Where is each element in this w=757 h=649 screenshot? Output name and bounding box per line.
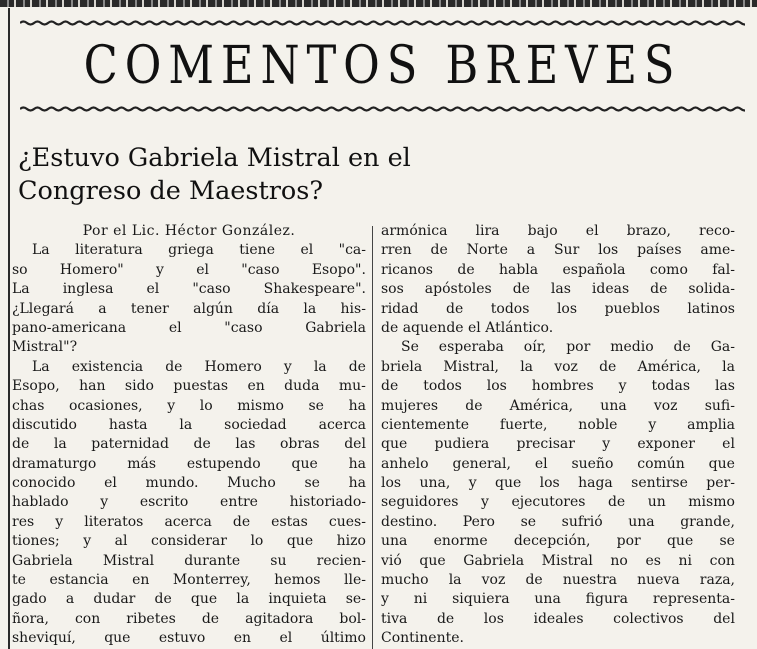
text-line: ricanos de habla española como fal- xyxy=(381,261,735,278)
text-line: sos apóstoles de las ideas de solida- xyxy=(381,281,735,298)
text-line: ñora, con ribetes de agitadora bol- xyxy=(12,610,366,627)
text-line: Gabriela Mistral durante su recien- xyxy=(12,552,366,569)
text-line: ¿Llegará a tener algún día la his- xyxy=(12,300,366,317)
article-headline xyxy=(18,142,538,208)
text-line: Mistral"? xyxy=(12,339,78,356)
text-line: destino. Pero se sufrió una grande, xyxy=(381,513,735,530)
column-divider xyxy=(372,226,373,649)
text-line: tiones; y al considerar lo que hizo xyxy=(12,533,366,550)
text-line: dramaturgo más estupendo que ha xyxy=(12,455,366,472)
text-line: pano-americana el "caso Gabriela xyxy=(12,319,366,336)
headline-line-2: Congreso de Maestros? xyxy=(18,176,323,206)
text-line: una enorme decepción, por que se xyxy=(381,533,735,550)
masthead-box xyxy=(20,17,745,113)
text-line: La inglesa el "caso Shakespeare". xyxy=(12,281,366,298)
text-line: anhelo general, el sueño común que xyxy=(381,455,735,472)
top-rule xyxy=(0,0,757,7)
text-line: vió que Gabriela Mistral no es ni con xyxy=(381,552,735,569)
text-line: de aquende el Atlántico. xyxy=(381,319,554,336)
byline: Por el Lic. Héctor González. xyxy=(82,223,296,239)
column-left xyxy=(12,222,366,649)
headline-line-1: ¿Estuvo Gabriela Mistral en el xyxy=(18,143,411,173)
text-line: discutido hasta la sociedad acerca xyxy=(12,416,366,433)
text-line: seguidores y ejecutores de un mismo xyxy=(381,494,735,511)
text-line: los una, y que los haga sentirse per- xyxy=(381,475,735,492)
text-line: gado a dudar de que la inquieta se- xyxy=(12,591,366,608)
text-line: Esopo, han sido puestas en duda mu- xyxy=(12,378,366,395)
text-line: cientemente fuerte, noble y amplia xyxy=(381,416,735,433)
masthead-title: COMENTOS BREVES xyxy=(83,36,682,96)
text-line: ridad de todos los pueblos latinos xyxy=(381,300,735,317)
column-right-body xyxy=(381,222,735,649)
text-line: Se esperaba oír, por medio de Ga- xyxy=(401,339,735,356)
masthead-bottom-wavy-rule xyxy=(20,103,745,115)
text-line: sheviquí, que estuvo en el último xyxy=(12,630,366,647)
text-line: conocido el mundo. Mucho se ha xyxy=(12,475,366,492)
text-line: rren de Norte a Sur los países ame- xyxy=(381,242,735,259)
text-line: mujeres de América, una voz sufi- xyxy=(381,397,735,414)
text-line: te estancia en Monterrey, hemos lle- xyxy=(12,572,366,589)
left-column-rule xyxy=(8,8,10,649)
text-line: de todos los hombres y todas las xyxy=(381,378,735,395)
text-line: y ni siquiera una figura representa- xyxy=(381,591,735,608)
text-line: La existencia de Homero y la de xyxy=(32,358,366,375)
text-line: de la paternidad de las obras del xyxy=(12,436,366,453)
text-line: mucho la voz de nuestra nueva raza, xyxy=(381,572,735,589)
text-line: La literatura griega tiene el "ca- xyxy=(32,242,366,259)
text-line: briela Mistral, la voz de América, la xyxy=(381,358,735,375)
text-line: Continente. xyxy=(381,630,464,647)
column-right xyxy=(381,222,735,649)
text-line: chas ocasiones, y lo mismo se ha xyxy=(12,397,366,414)
text-line: armónica lira bajo el brazo, reco- xyxy=(381,223,735,239)
text-line: que pudiera precisar y exponer el xyxy=(381,436,735,453)
text-line: res y literatos acerca de estas cues- xyxy=(12,513,366,530)
column-left-body xyxy=(12,241,366,648)
text-line: hablado y escrito entre historiado- xyxy=(12,494,366,511)
text-line: so Homero" y el "caso Esopo". xyxy=(12,261,366,278)
text-line: tiva de los ideales colectivos del xyxy=(381,610,735,627)
